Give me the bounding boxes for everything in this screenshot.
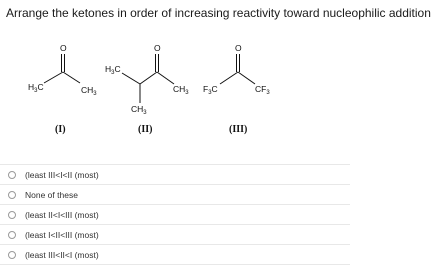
option-row[interactable] (0, 184, 350, 204)
radio-button[interactable] (8, 251, 16, 259)
structure-iii-oxygen: O (235, 43, 242, 53)
radio-button[interactable] (8, 231, 16, 239)
option-label: None of these (25, 189, 78, 200)
option-row[interactable] (0, 244, 350, 265)
structure-iii-left-group: $F_3C$ (203, 84, 218, 96)
structure-i-oxygen: O (60, 43, 67, 53)
structure-ii (122, 54, 174, 103)
structure-i-right-group: $CH_3$ (81, 85, 97, 97)
structure-ii-oxygen: O (154, 43, 161, 53)
structure-i (44, 54, 80, 83)
radio-button[interactable] (8, 211, 16, 219)
structure-iii-right-group: $CF_3$ (255, 84, 270, 96)
structure-iii-numeral: (III) (229, 124, 248, 135)
structure-iii (220, 54, 255, 84)
option-row[interactable] (0, 224, 350, 244)
option-label: (least I<II<III (most) (25, 229, 99, 240)
option-label: (least II<I<III (most) (25, 209, 99, 220)
option-label: (least III<I<II (most) (25, 169, 99, 180)
radio-button[interactable] (8, 191, 16, 199)
option-row[interactable] (0, 204, 350, 224)
structure-ii-numeral: (II) (138, 124, 153, 135)
option-label: (least III<II<I (most) (25, 249, 99, 260)
structure-ii-right-group: $CH_3$ (173, 84, 189, 96)
ketone-structures (0, 28, 350, 168)
structure-i-numeral: (I) (55, 124, 66, 135)
structures-svg (0, 28, 350, 168)
answer-options (0, 164, 350, 265)
structure-i-left-group: $H_3C$ (28, 82, 44, 94)
structure-ii-bottom-group: $CH_3$ (131, 104, 147, 116)
option-row[interactable] (0, 164, 350, 184)
structure-ii-left-group: $H_3C$ (105, 64, 121, 76)
radio-button[interactable] (8, 171, 16, 179)
question-text: Arrange the ketones in order of increasing reactivity toward nucleophilic addition (6, 6, 431, 20)
